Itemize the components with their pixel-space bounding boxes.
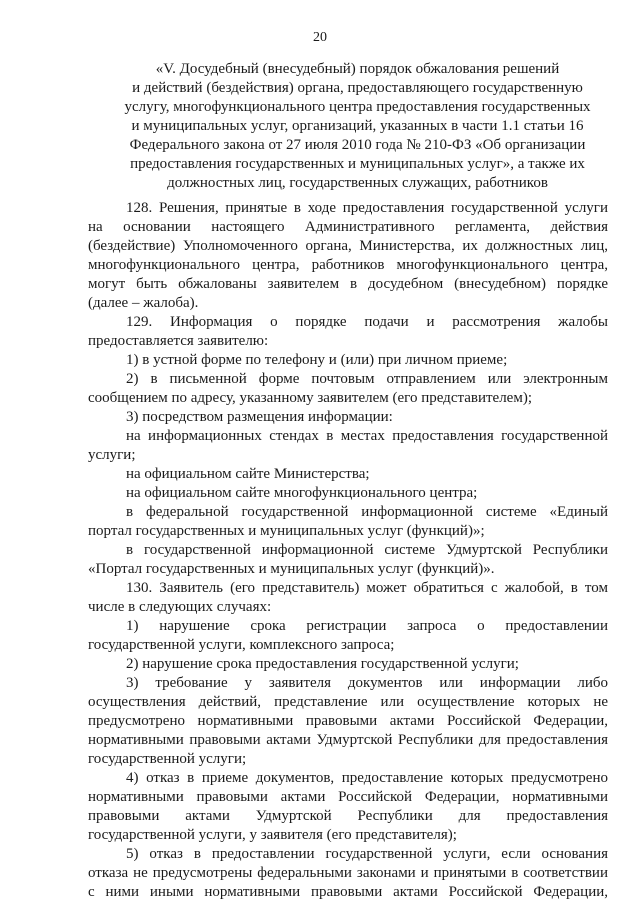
list-item-line: 3) посредством размещения информации: [126, 409, 393, 425]
list-item-line: 4) отказ в приеме документов, предоставление которых предусмотрено [126, 770, 608, 786]
heading-line: Федерального закона от 27 июля 2010 года № 210-ФЗ «Об организации [129, 137, 586, 153]
paragraph-130-line: 130. Заявитель (его представитель) может обратиться с жалобой, в том [126, 580, 608, 596]
list-item-line: правовыми актами Удмуртской Республики для предоставления [88, 808, 608, 824]
section-heading [95, 60, 620, 193]
list-item-line: «Портал государственных и муниципальных услуг (функций)». [88, 561, 495, 577]
list-item-line: 2) в письменной форме почтовым отправлением или электронным [126, 371, 608, 387]
heading-line: и действий (бездействия) органа, предоставляющего государственную [132, 80, 583, 96]
heading-line: услугу, многофункционального центра предоставления государственных [124, 99, 591, 115]
paragraph-129-line: 129. Информация о порядке подачи и рассмотрения жалобы [126, 314, 608, 330]
list-item-line: нормативными правовыми актами Российской Федерации, нормативными [88, 789, 608, 805]
paragraph-128-line: 128. Решения, принятые в ходе предоставления государственной услуги [126, 200, 608, 216]
paragraph-128-line: многофункционального центра, работников многофункционального центра, [88, 257, 608, 273]
list-item-line: на официальном сайте многофункционального центра; [126, 485, 478, 501]
list-item-line: государственной услуги, у заявителя (его представителя); [88, 827, 457, 843]
heading-line: предоставления государственных и муниципальных услуг», а также их [130, 156, 585, 172]
page-number: 20 [313, 30, 327, 45]
paragraph-129-line: предоставляется заявителю: [88, 333, 269, 349]
document-body [88, 199, 608, 902]
heading-line: должностных лиц, государственных служащих, работников [167, 175, 548, 191]
list-item-line: портал государственных и муниципальных услуг (функций)»; [88, 523, 485, 539]
list-item-line: нормативными правовыми актами Удмуртской Республики для предоставления [88, 732, 608, 748]
list-item-line: 1) в устной форме по телефону и (или) при личном приеме; [126, 352, 508, 368]
heading-line: и муниципальных услуг, организаций, указанных в части 1.1 статьи 16 [131, 118, 584, 134]
list-item-line: 5) отказ в предоставлении государственной услуги, если основания [126, 846, 608, 862]
list-item-line: в государственной информационной системе Удмуртской Республики [126, 542, 608, 558]
list-item-line: государственной услуги, комплексного запроса; [88, 637, 395, 653]
list-item-line: 3) требование у заявителя документов или информации либо [126, 675, 608, 691]
list-item-line: осуществления действий, представление или осуществление которых не [88, 694, 608, 710]
list-item-line: 2) нарушение срока предоставления государственной услуги; [126, 656, 519, 672]
list-item-line: с ними иными нормативными правовыми актами Российской Федерации, [88, 884, 608, 900]
paragraph-128-line: на основании настоящего Административного регламента, действия [88, 219, 608, 235]
list-item-line: услуги; [88, 447, 136, 463]
paragraph-128-line: (далее – жалоба). [88, 295, 199, 311]
paragraph-130-line: числе в следующих случаях: [88, 599, 272, 615]
paragraph-128-line: могут быть обжалованы заявителем в досудебном (внесудебном) порядке [88, 276, 608, 292]
list-item-line: 1) нарушение срока регистрации запроса о предоставлении [126, 618, 608, 634]
list-item-line: отказа не предусмотрены федеральными законами и принятыми в соответствии [88, 865, 608, 881]
list-item-line: на информационных стендах в местах предоставления государственной [126, 428, 608, 444]
list-item-line: сообщением по адресу, указанному заявителем (его представителем); [88, 390, 532, 406]
heading-line: «V. Досудебный (внесудебный) порядок обжалования решений [155, 61, 560, 77]
list-item-line: в федеральной государственной информационной системе «Единый [126, 504, 608, 520]
paragraph-128-line: (бездействие) Уполномоченного органа, Министерства, их должностных лиц, [88, 238, 608, 254]
list-item-line: государственной услуги; [88, 751, 247, 767]
list-item-line: на официальном сайте Министерства; [126, 466, 370, 482]
list-item-line: предусмотрено нормативными правовыми актами Российской Федерации, [88, 713, 608, 729]
